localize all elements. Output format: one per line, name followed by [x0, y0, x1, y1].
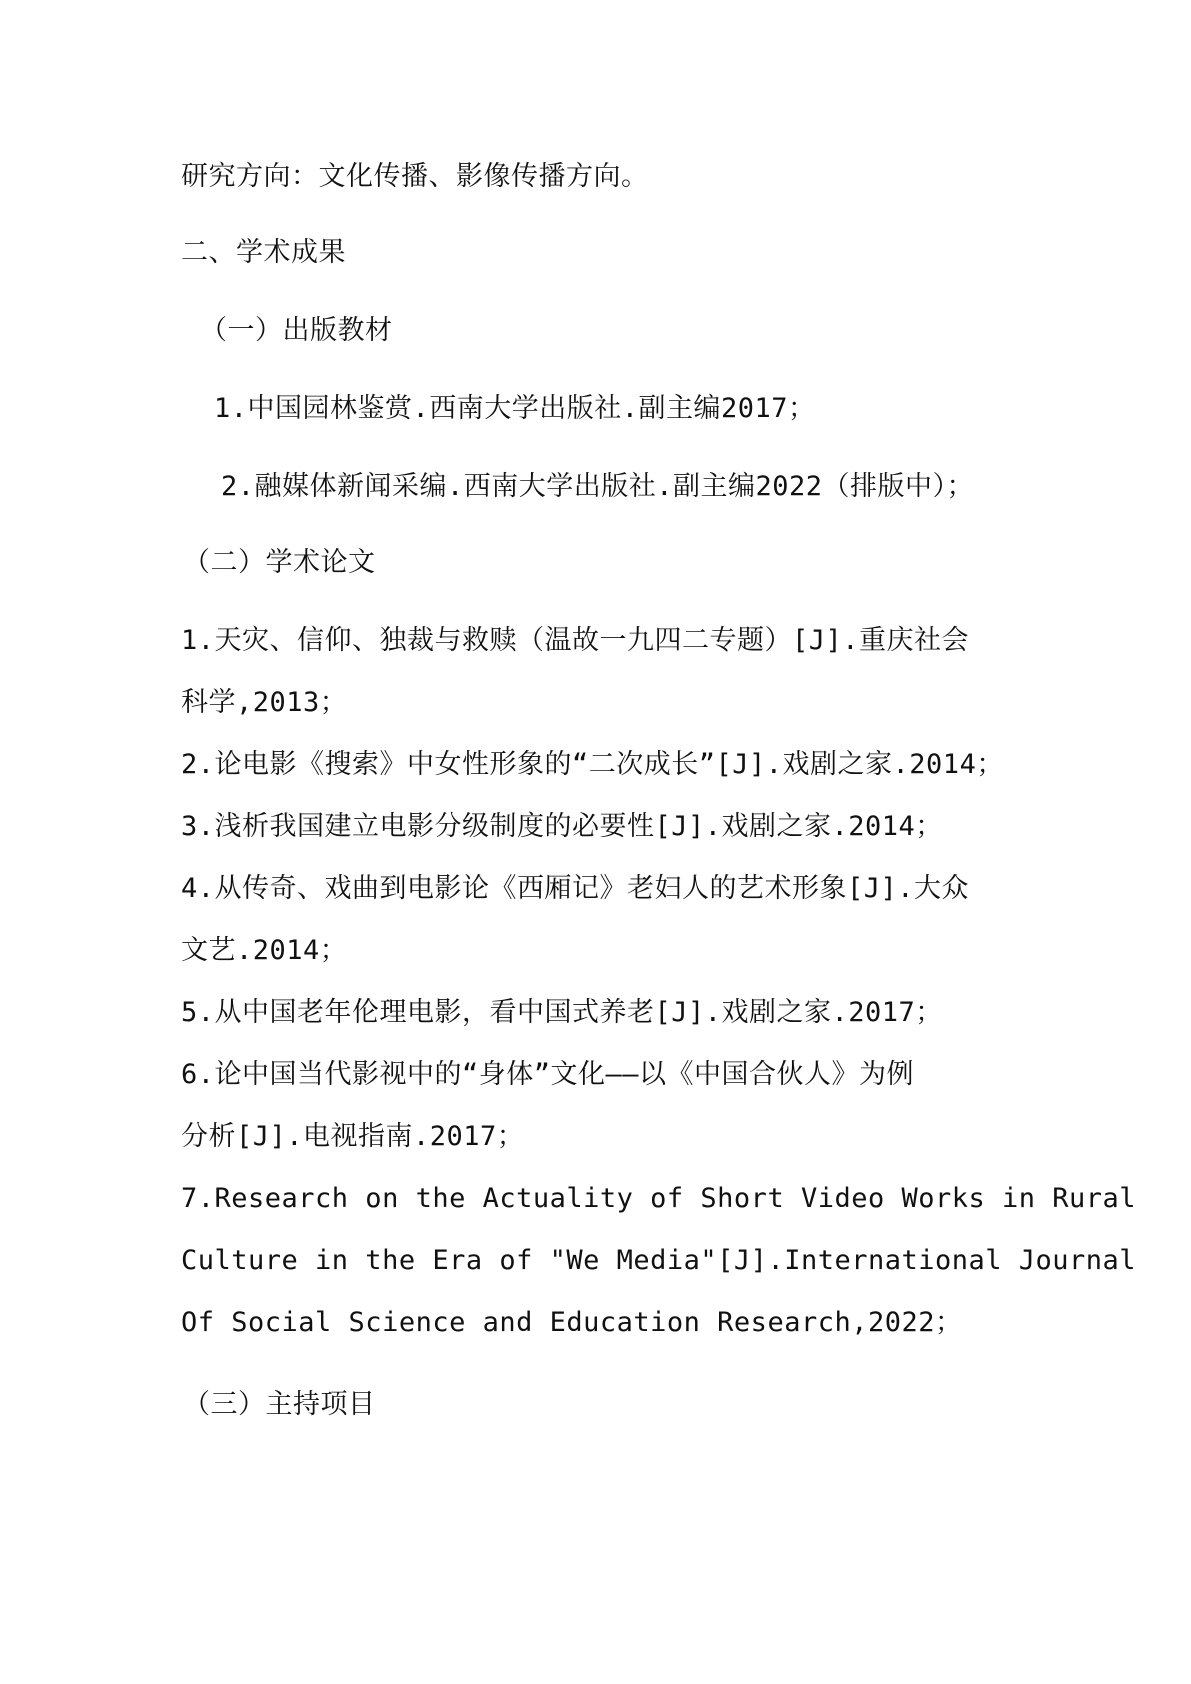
paper-line: 1.天灾、信仰、独裁与救赎（温故一九四二专题）[J].重庆社会 [181, 625, 970, 656]
subsection-heading-textbooks: （一）出版教材 [200, 315, 393, 346]
subsection-heading-projects: （三）主持项目 [183, 1389, 376, 1420]
paper-line: 3.浅析我国建立电影分级制度的必要性[J].戏剧之家.2014； [181, 811, 943, 842]
paper-line: Culture in the Era of "We Media"[J].International Journal [181, 1245, 1137, 1276]
paper-line: 2.论电影《搜索》中女性形象的“二次成长”[J].戏剧之家.2014； [181, 749, 1004, 780]
textbook-item-1: 1.中国园林鉴赏.西南大学出版社.副主编2017； [214, 393, 816, 424]
paper-line: 分析[J].电视指南.2017； [181, 1121, 525, 1152]
subsection-heading-papers: （二）学术论文 [183, 547, 376, 578]
paper-line: 科学,2013； [181, 687, 348, 718]
section-heading-academic-achievements: 二、学术成果 [181, 237, 346, 268]
paper-line: 4.从传奇、戏曲到电影论《西厢记》老妇人的艺术形象[J].大众 [181, 873, 970, 904]
paper-line: 文艺.2014； [181, 935, 348, 966]
paper-line: 7.Research on the Actuality of Short Video Works in Rural [181, 1183, 1137, 1214]
paper-line: 5.从中国老年伦理电影，看中国式养老[J].戏剧之家.2017； [181, 997, 943, 1028]
paper-line: 6.论中国当代影视中的“身体”文化——以《中国合伙人》为例 [181, 1059, 915, 1090]
textbook-item-2: 2.融媒体新闻采编.西南大学出版社.副主编2022（排版中）； [221, 471, 975, 502]
paper-line: Of Social Science and Education Research,2022； [181, 1307, 963, 1338]
research-direction: 研究方向：文化传播、影像传播方向。 [181, 161, 649, 192]
